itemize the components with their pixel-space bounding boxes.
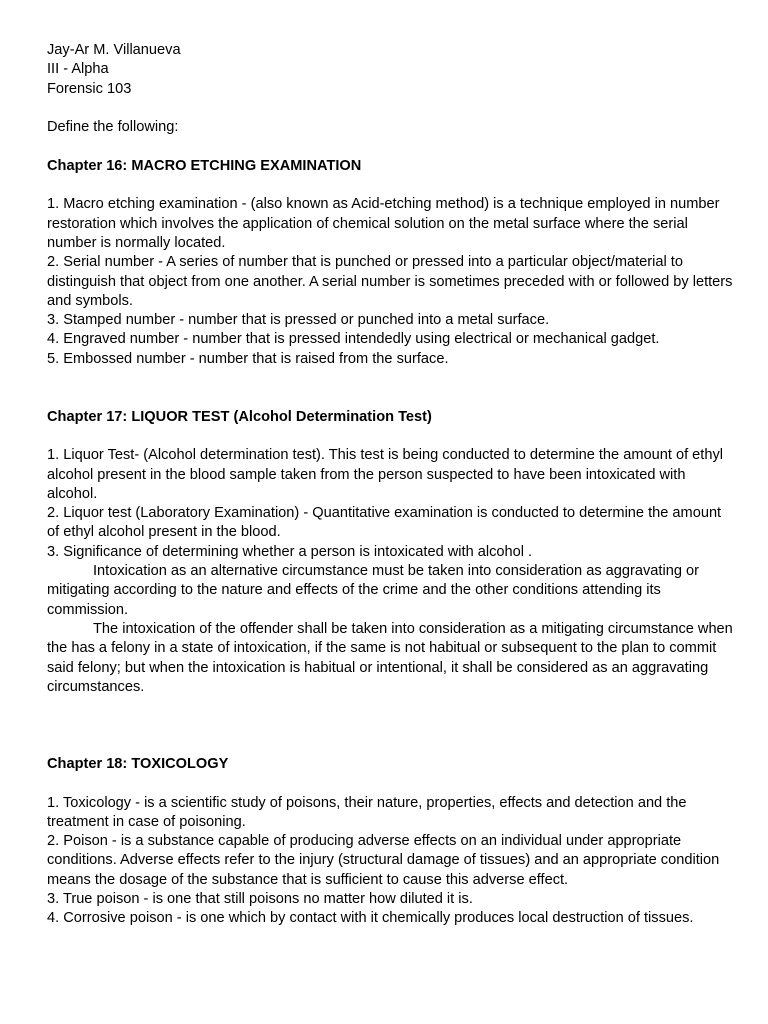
document-page bbox=[47, 41, 737, 929]
chapter-16-item: 5. Embossed number - number that is raised from the surface. bbox=[47, 350, 449, 367]
spacer bbox=[47, 176, 737, 195]
chapter-16-item: 1. Macro etching examination - (also known as Acid-etching method) is a technique employed in number restoration which involves the application of chemical solution on the metal surface where the serial number is normally located. bbox=[47, 196, 720, 251]
chapter-16-item: 3. Stamped number - number that is pressed or punched into a metal surface. bbox=[47, 312, 550, 329]
chapter-17-paragraph: The intoxication of the offender shall be taken into consideration as a mitigating circumstance when the has a felony in a state of intoxication, if the same is not habitual or subsequent to the plan to commit said felony; but when the intoxication is habitual or intentional, it shall be considered as an aggravating circumstances. bbox=[47, 620, 733, 695]
spacer bbox=[47, 369, 737, 388]
spacer bbox=[47, 99, 737, 118]
author-name: Jay-Ar M. Villanueva bbox=[47, 42, 181, 58]
spacer bbox=[47, 137, 737, 156]
chapter-17-item: 3. Significance of determining whether a person is intoxicated with alcohol . bbox=[47, 543, 533, 560]
course-code: Forensic 103 bbox=[47, 80, 132, 97]
chapter-16-item: 4. Engraved number - number that is pressed intendedly using electrical or mechanical gadget. bbox=[47, 331, 660, 348]
chapter-18-item: 3. True poison - is one that still poisons no matter how diluted it is. bbox=[47, 891, 473, 908]
spacer bbox=[47, 774, 737, 793]
chapter-17-paragraph: Intoxication as an alternative circumstance must be taken into consideration as aggravating or mitigating according to the nature and effects of the crime and the other conditions attending its commission. bbox=[47, 563, 699, 618]
chapter-16-heading: Chapter 16: MACRO ETCHING EXAMINATION bbox=[47, 157, 362, 174]
instruction-text: Define the following: bbox=[47, 119, 179, 136]
chapter-17-heading: Chapter 17: LIQUOR TEST (Alcohol Determination Test) bbox=[47, 408, 432, 425]
chapter-18-item: 2. Poison - is a substance capable of producing adverse effects on an individual under appropriate conditions. Adverse effects refer to the injury (structural damage of tissues) and an appropriate condition means the dosage of the substance that is sufficient to cause this adverse effect. bbox=[47, 833, 720, 888]
spacer bbox=[47, 716, 737, 735]
chapter-18-item: 4. Corrosive poison - is one which by contact with it chemically produces local destruction of tissues. bbox=[47, 910, 694, 927]
chapter-16-item: 2. Serial number - A series of number that is punched or pressed into a particular object/material to distinguish that object from one another. A serial number is sometimes preceded with or followed by letters and symbols. bbox=[47, 254, 733, 309]
class-section: III - Alpha bbox=[47, 61, 109, 78]
chapter-18-item: 1. Toxicology - is a scientific study of poisons, their nature, properties, effects and detection and the treatment in case of poisoning. bbox=[47, 794, 687, 830]
spacer bbox=[47, 427, 737, 446]
chapter-17-item: 2. Liquor test (Laboratory Examination) - Quantitative examination is conducted to determine the amount of ethyl alcohol present in the blood. bbox=[47, 505, 722, 541]
spacer bbox=[47, 736, 737, 755]
chapter-17-item: 1. Liquor Test- (Alcohol determination test). This test is being conducted to determine the amount of ethyl alcohol present in the blood sample taken from the person suspected to have been intoxicated with alcohol. bbox=[47, 447, 724, 502]
spacer bbox=[47, 697, 737, 716]
spacer bbox=[47, 388, 737, 407]
chapter-18-heading: Chapter 18: TOXICOLOGY bbox=[47, 755, 229, 772]
